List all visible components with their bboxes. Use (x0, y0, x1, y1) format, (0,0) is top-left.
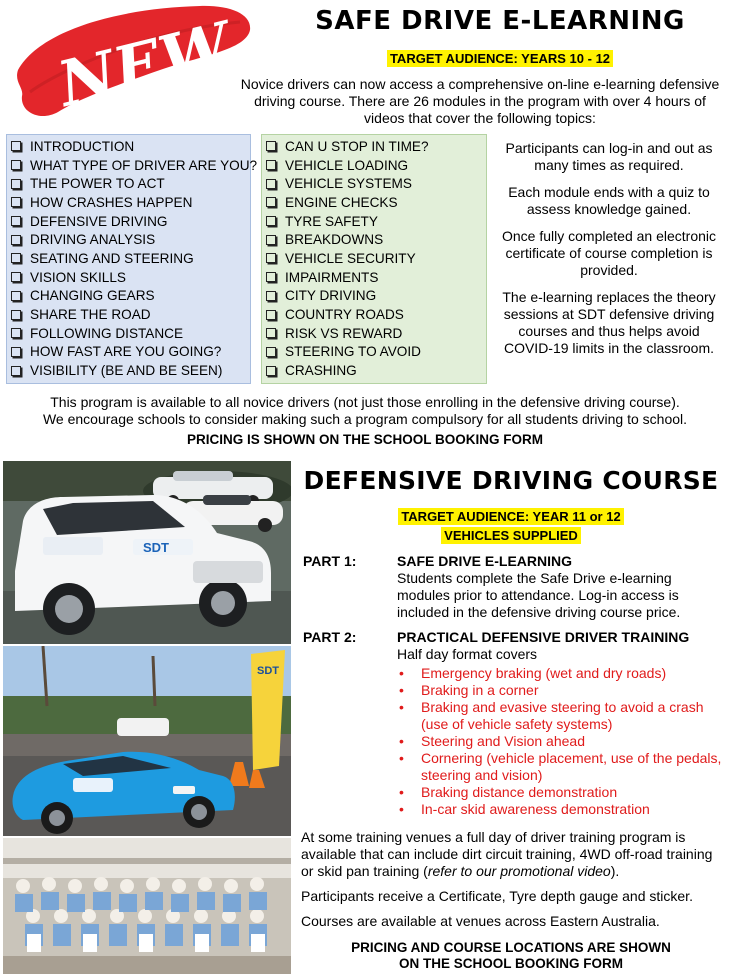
side-note: Each module ends with a quiz to assess knowledge gained. (508, 184, 710, 217)
part-body (397, 553, 723, 621)
topic-item (266, 305, 486, 324)
topic-label: SHARE THE ROAD (30, 307, 151, 323)
checkbox-icon (11, 179, 21, 189)
checkbox-icon (266, 179, 276, 189)
topic-item (11, 137, 250, 156)
topics-box-right (261, 134, 487, 384)
list-item: • Cornering (vehicle placement, use of the pedals, steering and vision) (397, 750, 723, 784)
part-text: Students complete the Safe Drive e-learning modules prior to attendance. Log-in access is included in the defensive driving course price. (397, 570, 681, 620)
availability-line: We encourage schools to consider making such a program compulsory for all students driving to school. (42, 411, 688, 427)
topic-item (266, 324, 486, 343)
list-item: • Braking distance demonstration (397, 784, 723, 801)
topic-label: RISK VS REWARD (285, 325, 403, 341)
checkbox-icon (11, 347, 21, 357)
topic-label: STEERING TO AVOID (285, 344, 421, 360)
topic-item (11, 212, 250, 231)
checkbox-icon (266, 160, 276, 170)
training-topics-list (397, 665, 723, 818)
checkbox-icon (11, 328, 21, 338)
topic-label: CHANGING GEARS (30, 288, 155, 304)
topic-label: INTRODUCTION (30, 138, 135, 154)
elearning-pricing: PRICING IS SHOWN ON THE SCHOOL BOOKING FORM (186, 432, 543, 447)
checkbox-icon (266, 347, 276, 357)
topic-item (266, 361, 486, 380)
topic-label: ENGINE CHECKS (285, 194, 398, 210)
topic-item (11, 343, 250, 362)
photo-column (3, 461, 291, 974)
car-decal-text: SDT (143, 540, 169, 555)
course-pricing (296, 940, 726, 972)
pricing-line: PRICING AND COURSE LOCATIONS ARE SHOWN (351, 940, 671, 955)
topic-item (266, 193, 486, 212)
availability-note (0, 394, 730, 428)
certificate-note: Participants receive a Certificate, Tyre depth gauge and sticker. (301, 888, 693, 904)
topic-item (11, 193, 250, 212)
course-audience-text: TARGET AUDIENCE: YEAR 11 or 12 (398, 508, 623, 525)
topic-item (11, 324, 250, 343)
checkbox-icon (266, 197, 276, 207)
topic-item (266, 137, 486, 156)
full-day-text: At some training venues a full day of driver training program is available that can include dirt circuit training, 4WD off-road training or skid pan training ( (301, 829, 713, 879)
course-part-2 (303, 629, 723, 818)
course-title: DEFENSIVE DRIVING COURSE (303, 466, 719, 495)
course-vehicles-text: VEHICLES SUPPLIED (441, 527, 581, 544)
topic-label: VEHICLE SECURITY (285, 250, 416, 266)
list-item: • Braking in a corner (397, 682, 723, 699)
checkbox-icon (11, 235, 21, 245)
list-item: • Braking and evasive steering to avoid a crash (use of vehicle safety systems) (397, 699, 723, 733)
part-label: PART 1: (303, 553, 357, 569)
topic-label: TYRE SAFETY (285, 213, 378, 229)
topic-item (11, 174, 250, 193)
topic-item (11, 361, 250, 380)
course-closing-notes (301, 829, 725, 938)
checkbox-icon (266, 291, 276, 301)
topic-label: VISIBILITY (BE AND BE SEEN) (30, 363, 223, 379)
topic-item (11, 287, 250, 306)
checkbox-icon (11, 141, 21, 151)
checkbox-icon (11, 310, 21, 320)
part-heading: SAFE DRIVE E-LEARNING (397, 553, 573, 569)
topic-label: WHAT TYPE OF DRIVER ARE YOU? (30, 157, 258, 173)
topics-box-left (6, 134, 258, 384)
part-body (397, 629, 723, 818)
checkbox-icon (11, 216, 21, 226)
topic-label: FOLLOWING DISTANCE (30, 325, 184, 341)
elearning-audience (270, 50, 730, 68)
full-day-note (301, 829, 725, 880)
checkbox-icon (11, 272, 21, 282)
checkbox-icon (11, 197, 21, 207)
topics-list-right (266, 137, 486, 380)
availability-line: This program is available to all novice drivers (not just those enrolling in the defensive driving course). (50, 394, 680, 410)
topic-label: THE POWER TO ACT (30, 176, 165, 192)
topic-item (266, 249, 486, 268)
topic-label: VEHICLE LOADING (285, 157, 409, 173)
checkbox-icon (11, 366, 21, 376)
checkbox-icon (266, 310, 276, 320)
checkbox-icon (266, 328, 276, 338)
elearning-audience-text: TARGET AUDIENCE: YEARS 10 - 12 (387, 50, 613, 67)
elearning-intro: Novice drivers can now access a comprehensive on-line e-learning defensive driving course. There are 26 modules in the program with over 4 hours of videos that cover the following topics: (240, 76, 720, 126)
list-item: • Emergency braking (wet and dry roads) (397, 665, 723, 682)
course-audience (296, 507, 726, 545)
topic-label: CRASHING (285, 363, 357, 379)
side-note: Participants can log-in and out as many times as required. (505, 140, 713, 173)
part-heading: PRACTICAL DEFENSIVE DRIVER TRAINING (397, 629, 690, 645)
course-part-1 (303, 553, 723, 621)
pricing-line: ON THE SCHOOL BOOKING FORM (398, 956, 623, 971)
topic-label: HOW CRASHES HAPPEN (30, 194, 193, 210)
topic-label: COUNTRY ROADS (285, 307, 404, 323)
checkbox-icon (266, 235, 276, 245)
checkbox-icon (266, 141, 276, 151)
topic-label: DRIVING ANALYSIS (30, 232, 156, 248)
topic-label: CITY DRIVING (285, 288, 377, 304)
topic-label: VEHICLE SYSTEMS (285, 176, 412, 192)
checkbox-icon (266, 366, 276, 376)
badge-text: NEW (51, 8, 238, 121)
topic-item (11, 249, 250, 268)
topic-label: IMPAIRMENTS (285, 269, 379, 285)
topic-item (266, 156, 486, 175)
checkbox-icon (266, 272, 276, 282)
topic-label: VISION SKILLS (30, 269, 126, 285)
topic-label: BREAKDOWNS (285, 232, 384, 248)
topic-item (266, 268, 486, 287)
part-label: PART 2: (303, 629, 357, 645)
side-note: The e-learning replaces the theory sessions at SDT defensive driving courses and thus helps avoid COVID-19 limits in the classroom. (502, 289, 716, 356)
full-day-text-end: ). (610, 863, 620, 879)
topic-item (266, 230, 486, 249)
topics-list-left (11, 137, 258, 380)
topic-label: CAN U STOP IN TIME? (285, 138, 429, 154)
elearning-title: SAFE DRIVE E-LEARNING (315, 6, 685, 36)
topic-item (11, 156, 258, 175)
list-item: • In-car skid awareness demonstration (397, 801, 723, 818)
photo-student-group (3, 838, 291, 974)
topic-label: DEFENSIVE DRIVING (30, 213, 168, 229)
checkbox-icon (266, 216, 276, 226)
topic-item (11, 305, 250, 324)
venues-note: Courses are available at venues across Eastern Australia. (301, 913, 660, 929)
photo-white-suv (3, 461, 291, 644)
banner-text: SDT (257, 665, 279, 677)
list-item: • Steering and Vision ahead (397, 733, 723, 750)
checkbox-icon (11, 291, 21, 301)
part-subheading: Half day format covers (397, 646, 538, 662)
topic-label: HOW FAST ARE YOU GOING? (30, 344, 222, 360)
checkbox-icon (11, 160, 21, 170)
topic-label: SEATING AND STEERING (30, 250, 194, 266)
topic-item (266, 212, 486, 231)
topic-item (266, 174, 486, 193)
topic-item (11, 230, 250, 249)
new-badge (0, 0, 262, 122)
video-reference: refer to our promotional video (427, 863, 611, 879)
topic-item (266, 343, 486, 362)
photo-blue-coupe (3, 646, 291, 836)
topic-item (266, 287, 486, 306)
elearning-side-notes (500, 140, 718, 367)
topic-item (11, 268, 250, 287)
checkbox-icon (11, 253, 21, 263)
checkbox-icon (266, 253, 276, 263)
side-note: Once fully completed an electronic certificate of course completion is provided. (502, 228, 716, 278)
